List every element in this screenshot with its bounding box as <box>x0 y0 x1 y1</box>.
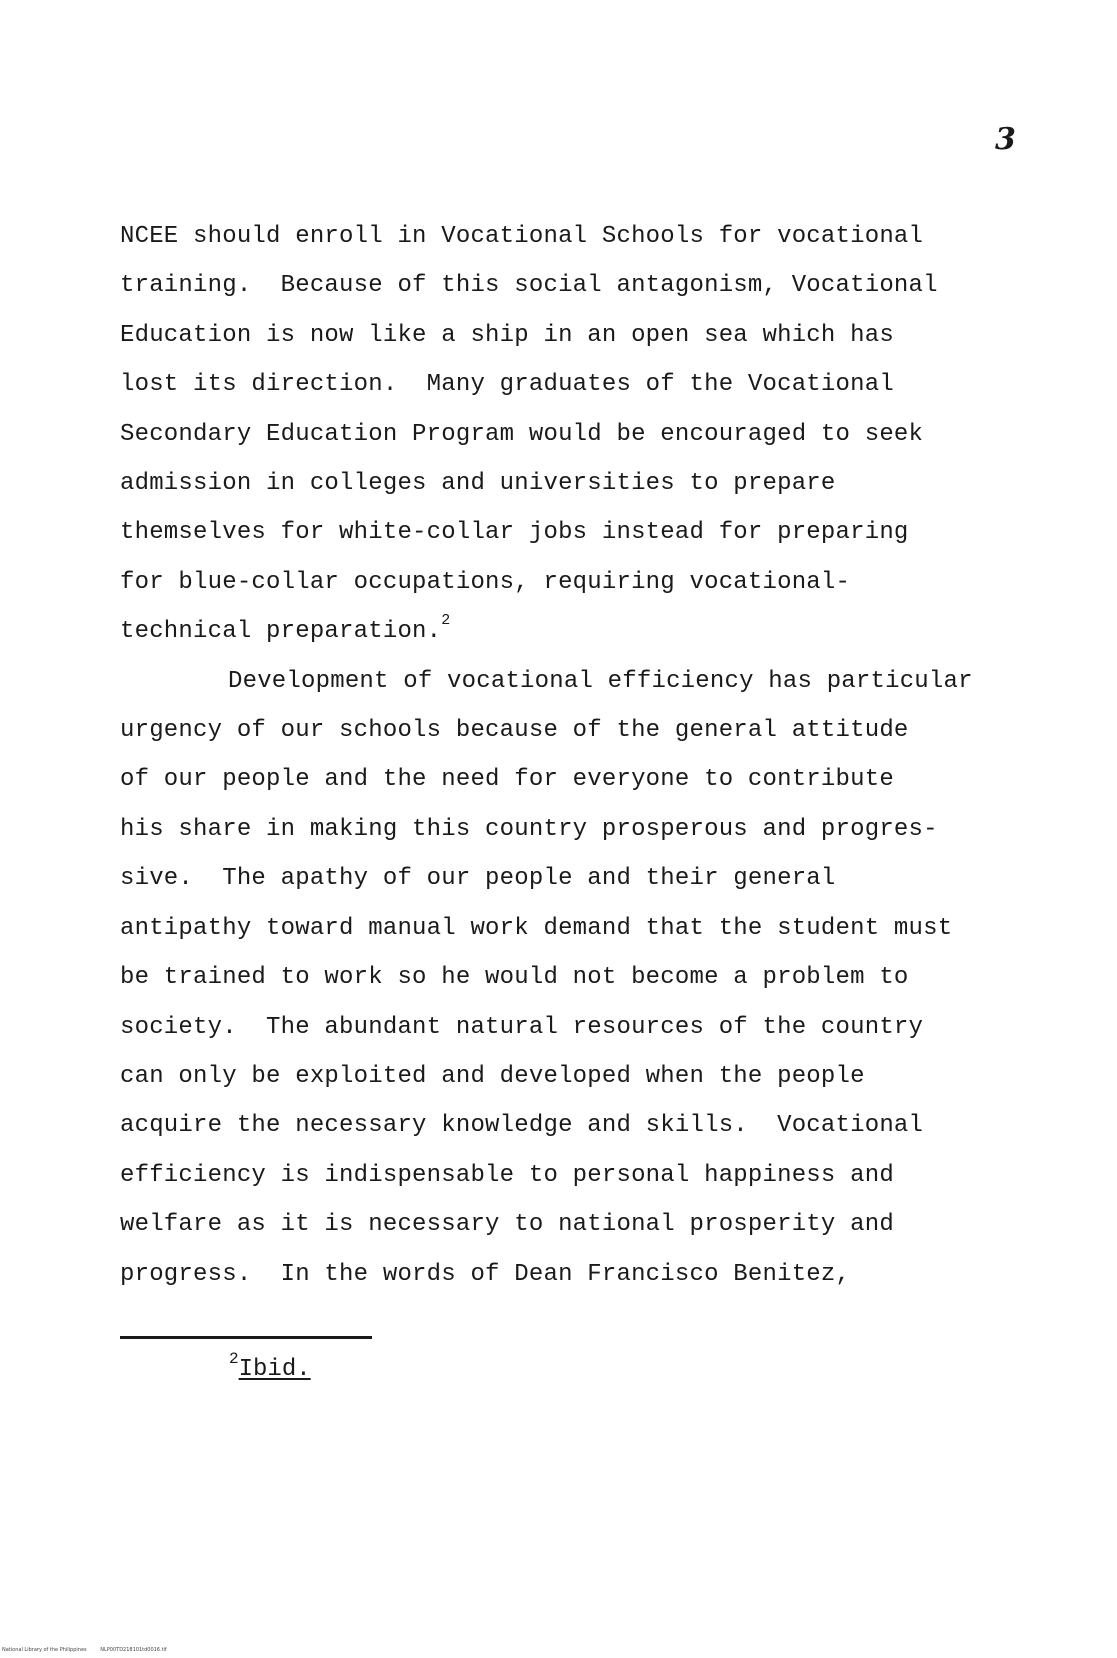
text-line: antipathy toward manual work demand that the student must <box>120 914 953 942</box>
footnote-number: 2 <box>229 1350 239 1368</box>
scan-library-label: National Library of the Philippines <box>2 1647 87 1653</box>
body-text <box>120 212 1080 1299</box>
text-line: technical preparation. <box>120 618 442 646</box>
text-line-with-footnote <box>120 607 1080 656</box>
text-line: be trained to work so he would not become a problem to <box>120 964 909 992</box>
text-line: acquire the necessary knowledge and skills. Vocational <box>120 1112 924 1140</box>
scan-file-label: NLP00TD218101td0016.tif <box>100 1647 167 1653</box>
text-line: efficiency is indispensable to personal happiness and <box>120 1161 894 1189</box>
text-line: NCEE should enroll in Vocational Schools for vocational <box>120 223 924 250</box>
text-line: Development of vocational efficiency has particular <box>228 667 973 695</box>
footnote <box>229 1350 311 1383</box>
text-line: admission in colleges and universities to prepare <box>120 470 836 498</box>
footnote-text: Ibid. <box>238 1356 311 1383</box>
footnote-reference: 2 <box>441 612 451 630</box>
text-line: can only be exploited and developed when the people <box>120 1062 865 1090</box>
text-line: society. The abundant natural resources of the country <box>120 1013 924 1041</box>
paragraph-2 <box>120 657 1080 1299</box>
text-line: training. Because of this social antagonism, Vocational <box>120 272 938 300</box>
text-line: Secondary Education Program would be encouraged to seek <box>120 420 924 448</box>
text-line: progress. In the words of Dean Francisco Benitez, <box>120 1260 851 1288</box>
text-line: lost its direction. Many graduates of the Vocational <box>120 371 894 399</box>
scan-footer <box>2 1647 179 1653</box>
text-line: of our people and the need for everyone to contribute <box>120 766 894 794</box>
text-line: for blue-collar occupations, requiring vocational- <box>120 568 851 596</box>
text-line: his share in making this country prosperous and progres- <box>120 815 938 843</box>
text-line: themselves for white-collar jobs instead for preparing <box>120 519 909 547</box>
text-line: sive. The apathy of our people and their general <box>120 865 836 893</box>
text-line: Education is now like a ship in an open sea which has <box>120 321 894 349</box>
footnote-divider <box>120 1336 372 1339</box>
text-line: urgency of our schools because of the general attitude <box>120 717 909 745</box>
paragraph-1 <box>120 212 1080 657</box>
page-number: 3 <box>995 122 1016 157</box>
text-line: welfare as it is necessary to national prosperity and <box>120 1211 894 1239</box>
